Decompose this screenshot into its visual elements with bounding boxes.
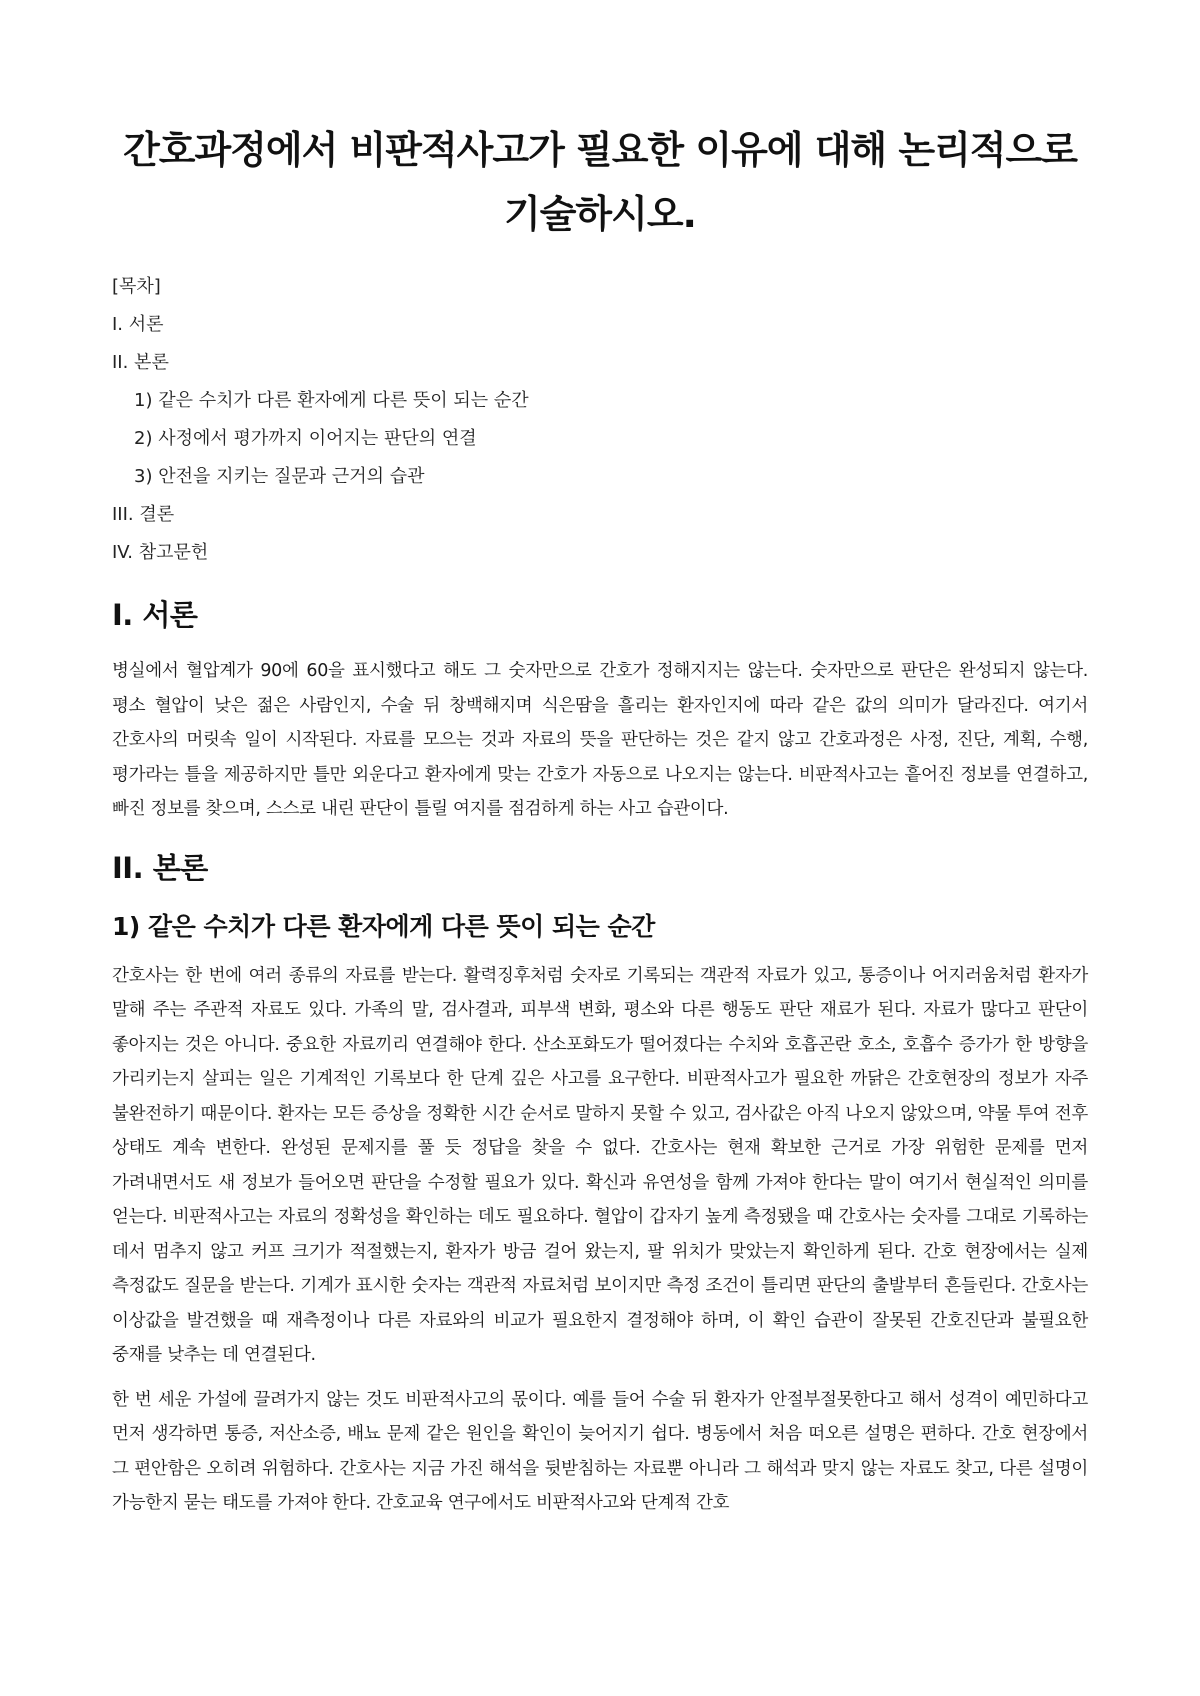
toc-item-body-2: 2) 사정에서 평가까지 이어지는 판단의 연결 bbox=[134, 428, 477, 449]
body-sub1-paragraph-2: 한 번 세운 가설에 끌려가지 않는 것도 비판적사고의 몫이다. 예를 들어 수술 뒤 환자가 안절부절못한다고 해서 성격이 예민하다고 먼저 생각하면 통증, 저산소증, 배뇨 문제 같은 원인을 확인이 늦어지기 쉽다. 병동에서 처음 떠오른 설명은 편하다. 간호 현장에서 그 편안함은 오히려 위험하다. 간호사는 지금 가진 해석을 뒷받침하는 자료뿐 아니라 그 해석과 맞지 않는 자료도 찾고, 다른 설명이 가능한지 묻는 태도를 가져야 한다. 간호교육 연구에서도 비판적사고와 단계적 간호 bbox=[112, 1389, 1088, 1513]
toc-item-body-3: 3) 안전을 지키는 질문과 근거의 습관 bbox=[134, 466, 425, 487]
toc-item-conclusion: III. 결론 bbox=[112, 504, 175, 525]
table-of-contents bbox=[112, 268, 1088, 572]
toc-item-body: II. 본론 bbox=[112, 352, 169, 373]
body-sub1-heading: 1) 같은 수치가 다른 환자에게 다른 뜻이 되는 순간 bbox=[112, 911, 655, 941]
intro-heading: I. 서론 bbox=[112, 598, 198, 632]
body-heading: II. 본론 bbox=[112, 850, 208, 885]
body-sub1-paragraph-1: 간호사는 한 번에 여러 종류의 자료를 받는다. 활력징후처럼 숫자로 기록되는 객관적 자료가 있고, 통증이나 어지러움처럼 환자가 말해 주는 주관적 자료도 있다. 가족의 말, 검사결과, 피부색 변화, 평소와 다른 행동도 판단 재료가 된다. 자료가 많다고 판단이 좋아지는 것은 아니다. 중요한 자료끼리 연결해야 한다. 산소포화도가 떨어졌다는 수치와 호흡곤란 호소, 호흡수 증가가 한 방향을 가리키는지 살피는 일은 기계적인 기록보다 한 단계 깊은 사고를 요구한다. 비판적사고가 필요한 까닭은 간호현장의 정보가 자주 불완전하기 때문이다. 환자는 모든 증상을 정확한 시간 순서로 말하지 못할 수 있고, 검사값은 아직 나오지 않았으며, 약물 투여 전후 상태도 계속 변한다. 완성된 문제지를 풀 듯 정답을 찾을 수 없다. 간호사는 현재 확보한 근거로 가장 위험한 문제를 먼저 가려내면서도 새 정보가 들어오면 판단을 수정할 필요가 있다. 확신과 유연성을 함께 가져야 한다는 말이 여기서 현실적인 의미를 얻는다. 비판적사고는 자료의 정확성을 확인하는 데도 필요하다. 혈압이 갑자기 높게 측정됐을 때 간호사는 숫자를 그대로 기록하는 데서 멈추지 않고 커프 크기가 적절했는지, 환자가 방금 걸어 왔는지, 팔 위치가 맞았는지 확인하게 된다. 간호 현장에서는 실제 측정값도 질문을 받는다. 기계가 표시한 숫자는 객관적 자료처럼 보이지만 측정 조건이 틀리면 판단의 출발부터 흔들린다. 간호사는 이상값을 발견했을 때 재측정이나 다른 자료와의 비교가 필요한지 결정해야 하며, 이 확인 습관이 잘못된 간호진단과 불필요한 중재를 낮추는 데 연결된다. bbox=[112, 965, 1088, 1365]
toc-item-intro: I. 서론 bbox=[112, 314, 164, 335]
body-section bbox=[112, 845, 1088, 1521]
intro-section bbox=[112, 592, 1088, 827]
toc-label: [목차] bbox=[112, 276, 161, 297]
document-title: 간호과정에서 비판적사고가 필요한 이유에 대해 논리적으로 기술하시오. bbox=[123, 128, 1077, 236]
toc-item-body-1: 1) 같은 수치가 다른 환자에게 다른 뜻이 되는 순간 bbox=[134, 390, 529, 411]
intro-paragraph: 병실에서 혈압계가 90에 60을 표시했다고 해도 그 숫자만으로 간호가 정해지지는 않는다. 숫자만으로 판단은 완성되지 않는다. 평소 혈압이 낮은 젊은 사람인지, 수술 뒤 창백해지며 식은땀을 흘리는 환자인지에 따라 같은 값의 의미가 달라진다. 여기서 간호사의 머릿속 일이 시작된다. 자료를 모으는 것과 자료의 뜻을 판단하는 것은 같지 않고 간호과정은 사정, 진단, 계획, 수행, 평가라는 틀을 제공하지만 틀만 외운다고 환자에게 맞는 간호가 자동으로 나오지는 않는다. 비판적사고는 흩어진 정보를 연결하고, 빠진 정보를 찾으며, 스스로 내린 판단이 틀릴 여지를 점검하게 하는 사고 습관이다. bbox=[112, 661, 1088, 819]
toc-item-references: IV. 참고문헌 bbox=[112, 542, 209, 563]
